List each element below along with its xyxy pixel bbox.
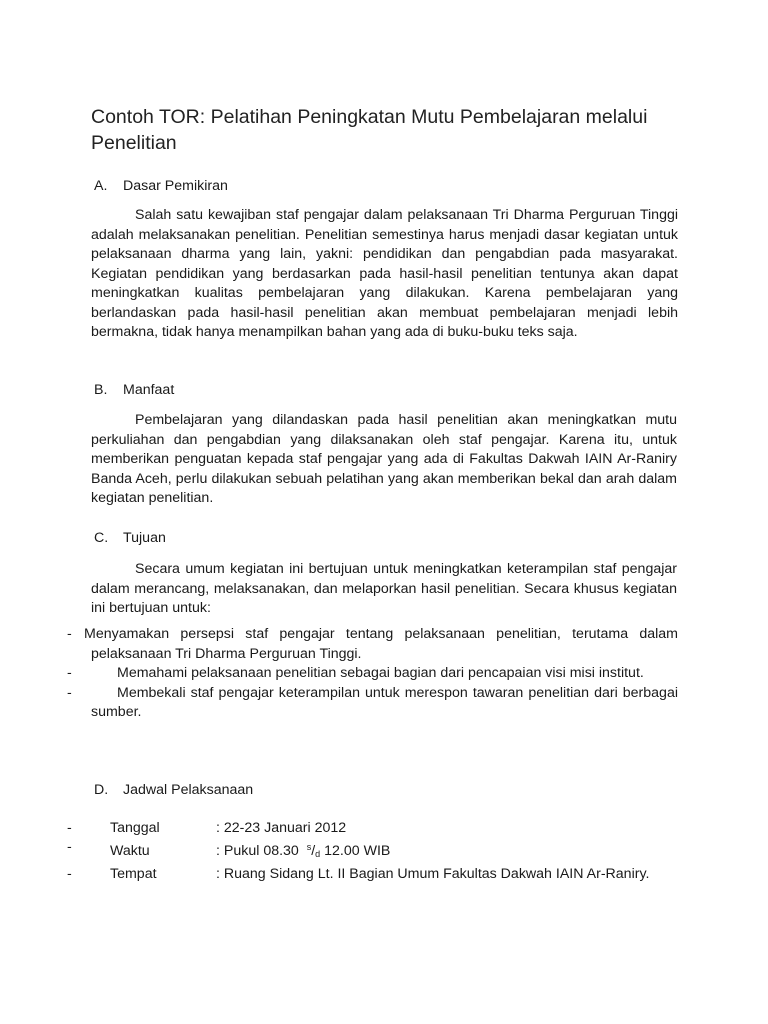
section-b-letter: B. (94, 382, 108, 398)
schedule-list (66, 819, 678, 884)
schedule-place-label: Tempat (110, 865, 157, 882)
document-title: Contoh TOR: Pelatihan Peningkatan Mutu Pembelajaran melalui Penelitian (91, 106, 648, 154)
schedule-time-sep-sub: d (315, 849, 321, 860)
section-a-letter: A. (94, 178, 108, 194)
schedule-date-value: : 22-23 Januari 2012 (216, 820, 347, 836)
list-dash: - (67, 626, 72, 642)
schedule-row-time: - Waktu : Pukul 08.30 $^s/_d$ 12.00 WIB (66, 838, 678, 864)
section-c-heading (94, 528, 166, 548)
section-a-title: Dasar Pemikiran (123, 178, 228, 194)
section-a-heading (94, 176, 228, 196)
schedule-place-value: : Ruang Sidang Lt. II Bagian Umum Fakultas Dakwah IAIN Ar-Raniry. (216, 865, 650, 882)
schedule-time-start: : Pukul 08.30 (216, 843, 299, 860)
section-d-heading (94, 780, 253, 800)
schedule-time-sep-sup: s (306, 842, 312, 853)
list-dash: - (67, 684, 72, 701)
list-dash: - (67, 839, 72, 856)
list-item (66, 684, 678, 723)
list-dash: - (67, 665, 72, 681)
section-c-title: Tujuan (123, 530, 166, 546)
list-item-text: Menyamakan persepsi staf pengajar tentang pelaksanaan penelitian, terutama dalam pelaksanaan Tri Dharma Perguruan Tinggi. (84, 626, 678, 662)
section-b-heading (94, 380, 174, 400)
list-item-text: Membekali staf pengajar keterampilan untuk merespon tawaran penelitian dari berbagai sumber. (91, 684, 678, 720)
list-dash: - (67, 865, 72, 882)
section-c-paragraph: Secara umum kegiatan ini bertujuan untuk meningkatkan keterampilan staf pengajar dalam merancang, melaksanakan, dan melaporkan hasil penelitian. Secara khusus kegiatan ini bertujuan untuk: (91, 561, 677, 616)
schedule-time-label: Waktu (110, 843, 150, 860)
list-item (66, 625, 678, 664)
schedule-row-date (66, 819, 678, 838)
section-b-title: Manfaat (123, 382, 175, 398)
list-dash: - (67, 820, 72, 836)
list-item (66, 664, 678, 684)
section-b-paragraph: Pembelajaran yang dilandaskan pada hasil penelitian akan meningkatkan mutu perkuliahan dan pengabdian yang dilaksanakan oleh staf pengajar. Karena itu, untuk memberikan penguatan kepada staf pengajar yang ada di Fakultas Dakwah IAIN Ar-Raniry Banda Aceh, perlu dilakukan sebuah pelatihan yang akan memberikan bekal dan arah dalam kegiatan penelitian. (91, 412, 677, 506)
schedule-date-label: Tanggal (110, 820, 160, 836)
schedule-time-end: 12.00 WIB (324, 843, 391, 860)
section-c-letter: C. (94, 530, 109, 546)
section-d-letter: D. (94, 782, 109, 798)
section-d-title: Jadwal Pelaksanaan (123, 782, 254, 798)
section-a-paragraph: Salah satu kewajiban staf pengajar dalam pelaksanaan Tri Dharma Perguruan Tinggi adalah melaksanakan penelitian. Penelitian semestinya harus menjadi dasar kegiatan untuk pelaksanaan dharma yang lain, yakni: pendidikan dan pengabdian pada masyarakat. Kegiatan pendidikan yang berdasarkan pada hasil-hasil penelitian tentunya akan dapat meningkatkan kualitas pembelajaran yang dilakukan. Karena pembelajaran yang berlandaskan pada hasil-hasil penelitian akan membuat pembelajaran menjadi lebih bermakna, tidak hanya menampilkan bahan yang ada di buku-buku teks saja. (91, 207, 678, 340)
schedule-row-place (66, 865, 678, 884)
list-item-text: Memahami pelaksanaan penelitian sebagai bagian dari pencapaian visi misi institut. (117, 665, 644, 681)
goals-list (66, 625, 678, 723)
